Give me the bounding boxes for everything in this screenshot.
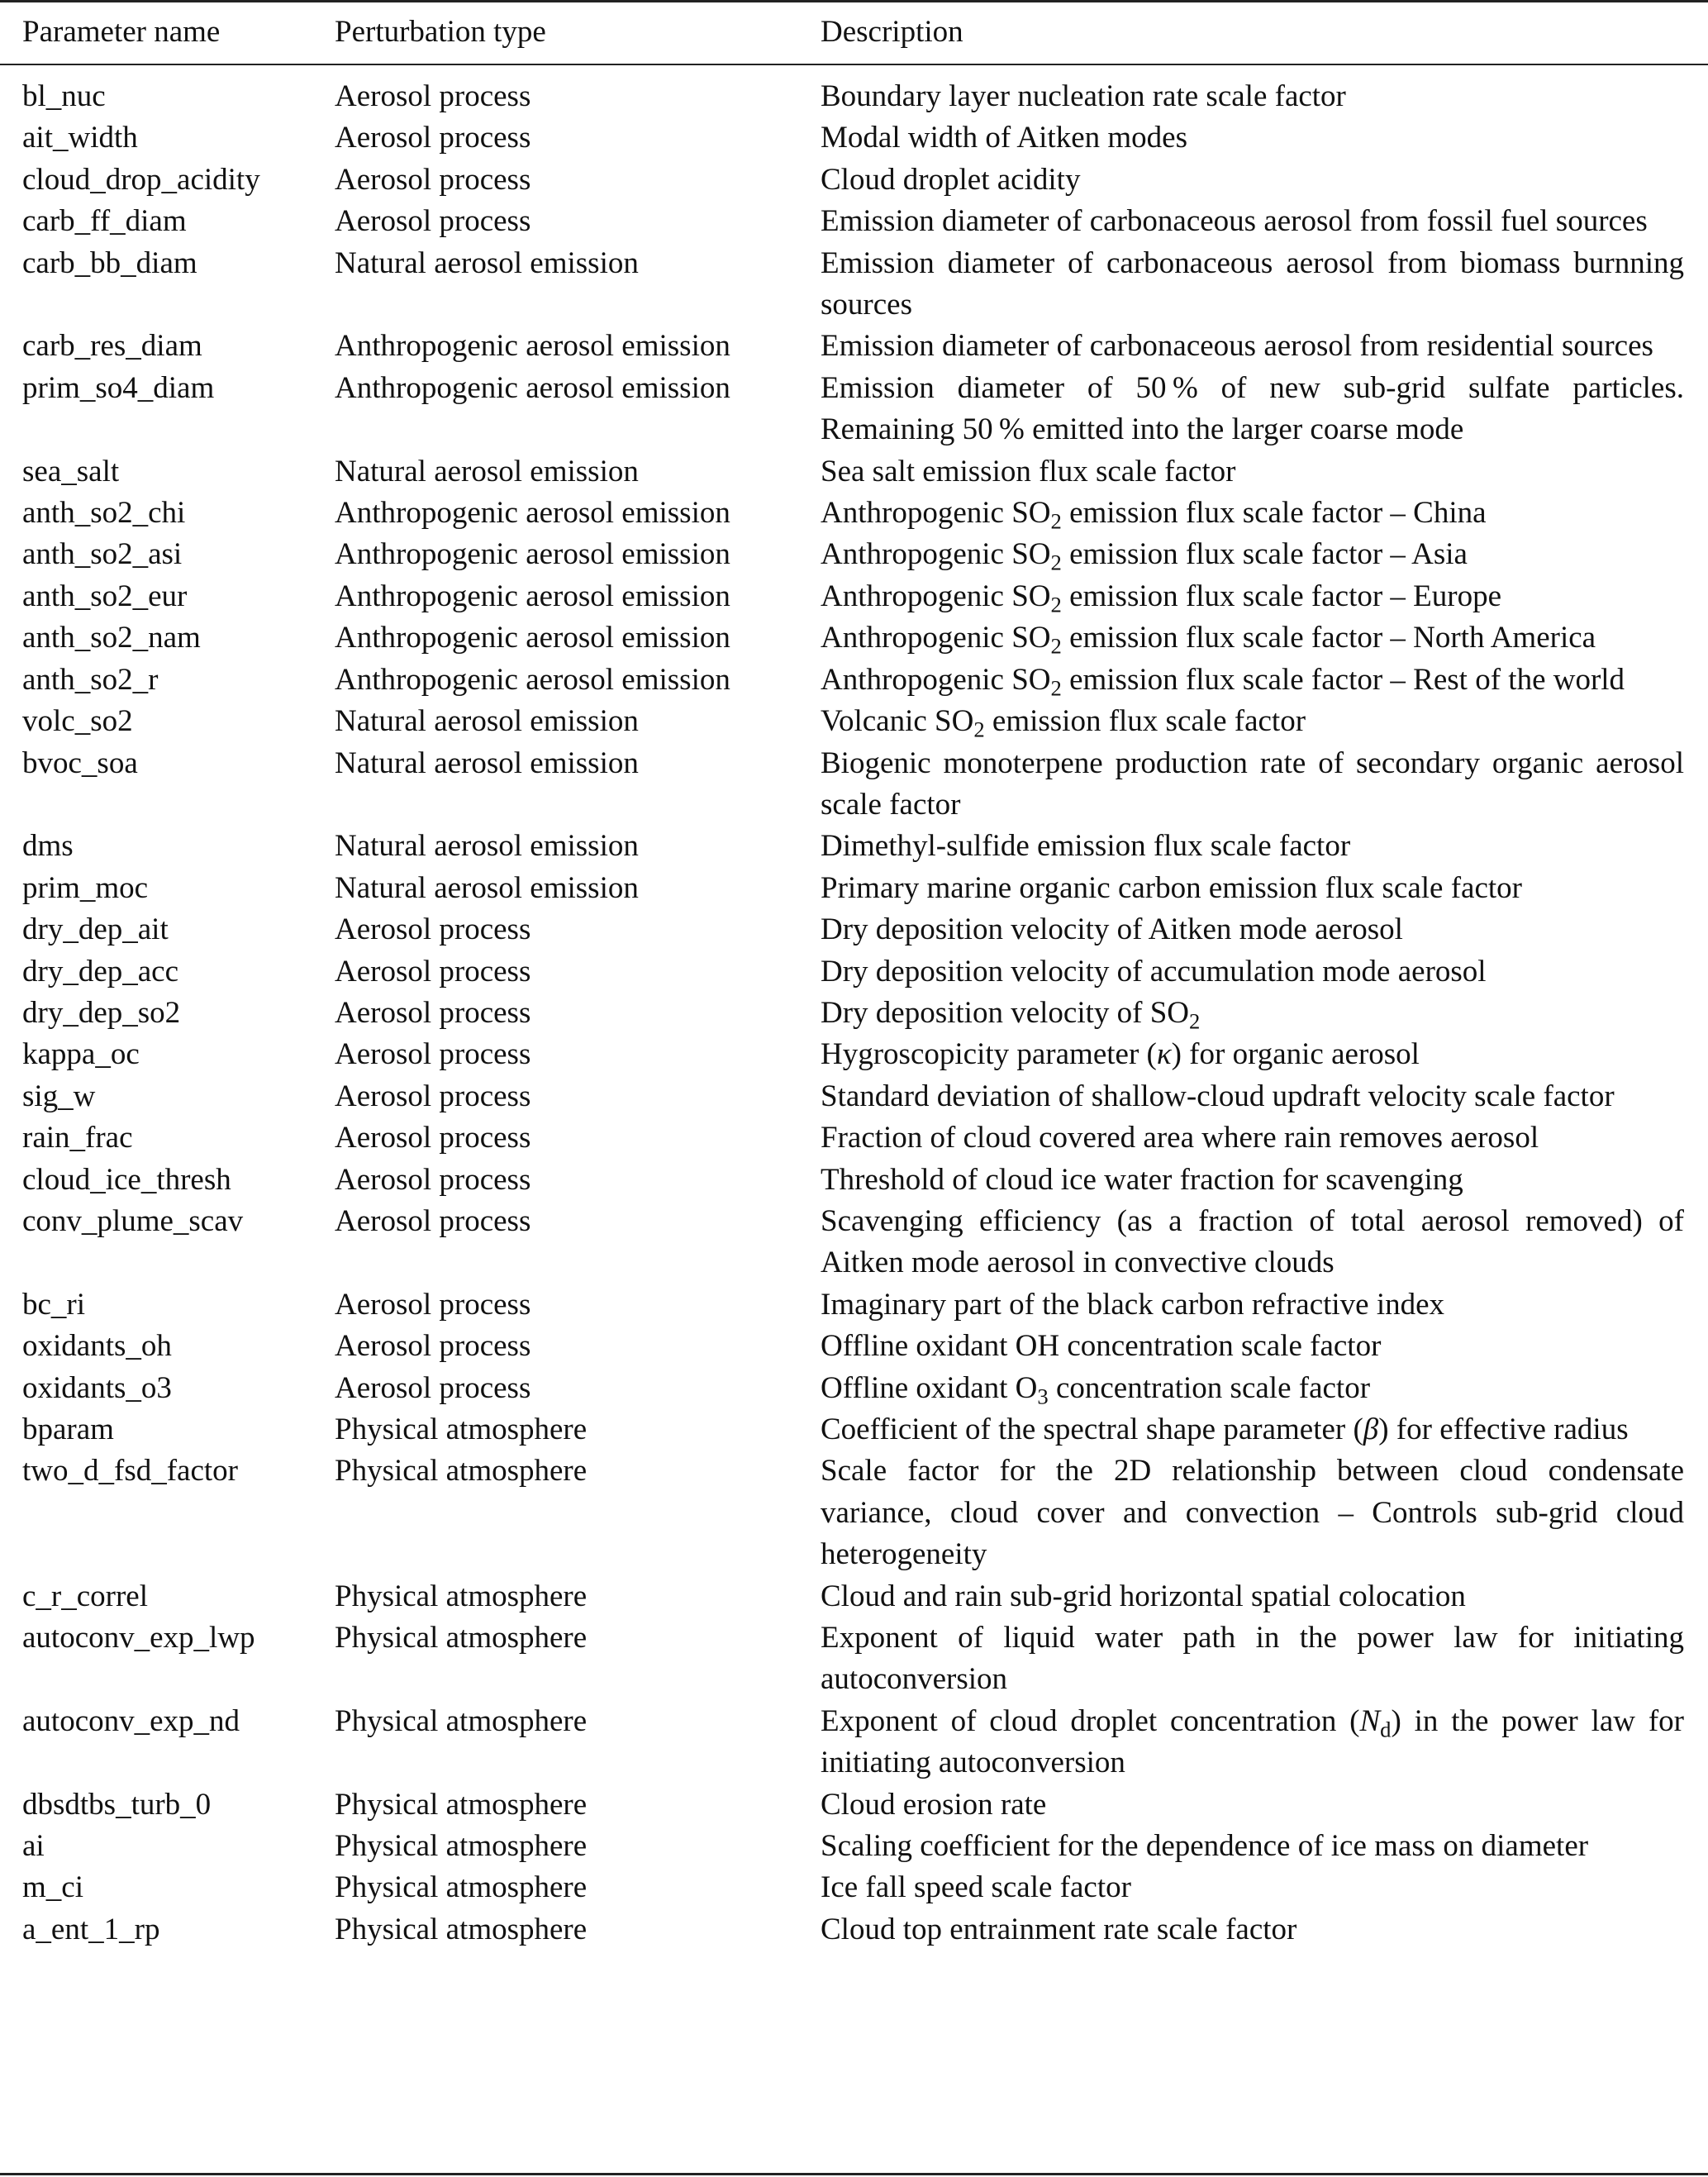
cell-perturbation-type: Aerosol process [335, 1287, 531, 1322]
cell-parameter-name: anth_so2_r [22, 662, 159, 697]
cell-parameter-name: rain_frac [22, 1121, 133, 1155]
cell-perturbation-type: Anthropogenic aerosol emission [335, 662, 730, 697]
cell-description: Standard deviation of shallow-cloud updraft velocity scale factor [821, 1079, 1615, 1113]
cell-parameter-name: conv_plume_scav [22, 1203, 244, 1238]
cell-description: Dry deposition velocity of Aitken mode aerosol [821, 912, 1403, 947]
cell-parameter-name: sig_w [22, 1079, 96, 1113]
cell-description: Cloud top entrainment rate scale factor [821, 1912, 1297, 1946]
table-row [0, 451, 1708, 493]
cell-description: Cloud erosion rate [821, 1787, 1047, 1822]
table-row [0, 951, 1708, 993]
cell-perturbation-type: Aerosol process [335, 1370, 531, 1405]
cell-perturbation-type: Physical atmosphere [335, 1912, 588, 1946]
cell-description: Scaling coefficient for the dependence of ice mass on diameter [821, 1829, 1589, 1864]
header-description: Description [821, 15, 963, 49]
table-row [0, 1701, 1708, 1784]
table-row [0, 743, 1708, 826]
cell-perturbation-type: Anthropogenic aerosol emission [335, 329, 730, 364]
table-row [0, 493, 1708, 534]
table-row [0, 868, 1708, 909]
cell-perturbation-type: Aerosol process [335, 162, 531, 197]
cell-perturbation-type: Aerosol process [335, 1203, 531, 1238]
cell-perturbation-type: Aerosol process [335, 1079, 531, 1113]
cell-parameter-name: prim_so4_diam [22, 370, 215, 405]
table-body [0, 76, 1708, 1951]
cell-perturbation-type: Aerosol process [335, 912, 531, 947]
cell-perturbation-type: Physical atmosphere [335, 1454, 588, 1489]
cell-parameter-name: c_r_correl [22, 1579, 149, 1613]
cell-description: Primary marine organic carbon emission flux scale factor [821, 870, 1522, 905]
table-row [0, 1451, 1708, 1575]
cell-description: Emission diameter of carbonaceous aerosol from residential sources [821, 329, 1653, 364]
cell-description: Scavenging efficiency (as a fraction of total aerosol removed) of Aitken mode aerosol in convective clouds [821, 1203, 1684, 1280]
cell-perturbation-type: Anthropogenic aerosol emission [335, 496, 730, 531]
cell-parameter-name: dms [22, 829, 74, 864]
table-row [0, 909, 1708, 950]
cell-description: Scale factor for the 2D relationship between cloud condensate variance, cloud cover and convection – Controls sub-grid cloud heterogeneity [821, 1454, 1684, 1572]
cell-description: Cloud and rain sub-grid horizontal spatial colocation [821, 1579, 1466, 1613]
cell-description: Emission diameter of 50 % of new sub-grid sulfate particles. Remaining 50 % emitted into the larger coarse mode [821, 370, 1684, 447]
cell-description: Anthropogenic $SO_2$ emission flux scale factor – Europe [821, 579, 1502, 617]
cell-parameter-name: volc_so2 [22, 704, 133, 739]
cell-description: Anthropogenic $SO_2$ emission flux scale factor – North America [821, 621, 1596, 659]
table-row [0, 660, 1708, 701]
table-row [0, 1201, 1708, 1284]
cell-parameter-name: bparam [22, 1412, 114, 1446]
cell-parameter-name: oxidants_o3 [22, 1370, 172, 1405]
cell-perturbation-type: Natural aerosol emission [335, 746, 639, 780]
cell-description: Anthropogenic $SO_2$ emission flux scale factor – Asia [821, 537, 1468, 575]
cell-perturbation-type: Aerosol process [335, 995, 531, 1030]
cell-description: Offline oxidant OH concentration scale factor [821, 1329, 1382, 1364]
cell-perturbation-type: Physical atmosphere [335, 1412, 588, 1446]
cell-parameter-name: anth_so2_chi [22, 496, 186, 531]
cell-parameter-name: prim_moc [22, 870, 149, 905]
cell-description: Hygroscopicity parameter (κ) for organic aerosol [821, 1037, 1420, 1072]
cell-perturbation-type: Natural aerosol emission [335, 454, 639, 488]
cell-perturbation-type: Anthropogenic aerosol emission [335, 370, 730, 405]
cell-parameter-name: anth_so2_nam [22, 621, 201, 655]
cell-perturbation-type: Aerosol process [335, 79, 531, 113]
table-row [0, 701, 1708, 742]
table-row [0, 243, 1708, 326]
cell-description: Volcanic $SO_2$ emission flux scale factor [821, 704, 1306, 742]
cell-perturbation-type: Physical atmosphere [335, 1829, 588, 1864]
cell-description: Dry deposition velocity of accumulation mode aerosol [821, 954, 1487, 988]
cell-perturbation-type: Anthropogenic aerosol emission [335, 579, 730, 613]
cell-parameter-name: carb_res_diam [22, 329, 202, 364]
table-row [0, 826, 1708, 867]
cell-parameter-name: autoconv_exp_lwp [22, 1621, 255, 1655]
table-row [0, 1368, 1708, 1409]
cell-description: Threshold of cloud ice water fraction for scavenging [821, 1162, 1463, 1197]
cell-parameter-name: bvoc_soa [22, 746, 138, 780]
table-row [0, 326, 1708, 367]
table-row [0, 1826, 1708, 1867]
cell-parameter-name: dbsdtbs_turb_0 [22, 1787, 212, 1822]
cell-perturbation-type: Aerosol process [335, 954, 531, 988]
cell-parameter-name: anth_so2_asi [22, 537, 183, 572]
cell-perturbation-type: Natural aerosol emission [335, 245, 639, 280]
table-row [0, 1326, 1708, 1367]
cell-perturbation-type: Aerosol process [335, 204, 531, 239]
cell-description: Coefficient of the spectral shape parameter (β) for effective radius [821, 1412, 1629, 1446]
table-row [0, 617, 1708, 659]
table-row [0, 1034, 1708, 1075]
cell-description: Emission diameter of carbonaceous aerosol from biomass burnning sources [821, 245, 1684, 322]
cell-perturbation-type: Aerosol process [335, 1121, 531, 1155]
cell-parameter-name: sea_salt [22, 454, 120, 488]
table-row [0, 993, 1708, 1034]
cell-parameter-name: dry_dep_so2 [22, 995, 181, 1030]
cell-perturbation-type: Aerosol process [335, 1329, 531, 1364]
header-parameter-name: Parameter name [22, 15, 221, 49]
table-bottom-rule [0, 2173, 1708, 2175]
cell-description: Modal width of Aitken modes [821, 121, 1187, 155]
cell-parameter-name: bl_nuc [22, 79, 106, 113]
table-row [0, 1409, 1708, 1451]
table-row [0, 201, 1708, 242]
cell-parameter-name: ai [22, 1829, 45, 1864]
cell-description: Ice fall speed scale factor [821, 1870, 1131, 1905]
cell-description: Emission diameter of carbonaceous aerosol from fossil fuel sources [821, 204, 1648, 239]
cell-parameter-name: cloud_drop_acidity [22, 162, 260, 197]
table-row [0, 1784, 1708, 1826]
table-row [0, 160, 1708, 201]
cell-description: Anthropogenic $SO_2$ emission flux scale factor – Rest of the world [821, 662, 1625, 701]
table-row [0, 1617, 1708, 1701]
cell-perturbation-type: Physical atmosphere [335, 1870, 588, 1905]
cell-perturbation-type: Physical atmosphere [335, 1787, 588, 1822]
cell-parameter-name: dry_dep_acc [22, 954, 179, 988]
cell-parameter-name: cloud_ice_thresh [22, 1162, 231, 1197]
cell-perturbation-type: Natural aerosol emission [335, 829, 639, 864]
table-row [0, 76, 1708, 117]
header-perturbation-type: Perturbation type [335, 15, 546, 49]
cell-parameter-name: dry_dep_ait [22, 912, 169, 947]
table-row [0, 534, 1708, 575]
cell-parameter-name: carb_bb_diam [22, 245, 197, 280]
cell-description: Anthropogenic $SO_2$ emission flux scale factor – China [821, 496, 1487, 534]
cell-perturbation-type: Aerosol process [335, 1162, 531, 1197]
cell-parameter-name: m_ci [22, 1870, 83, 1905]
table-row [0, 1909, 1708, 1951]
table-header-row [0, 12, 1708, 53]
table-row [0, 1160, 1708, 1201]
cell-perturbation-type: Anthropogenic aerosol emission [335, 537, 730, 572]
table-row [0, 1076, 1708, 1117]
cell-description: Exponent of liquid water path in the power law for initiating autoconversion [821, 1621, 1684, 1697]
cell-parameter-name: carb_ff_diam [22, 204, 187, 239]
table-row [0, 1117, 1708, 1159]
cell-parameter-name: bc_ri [22, 1287, 86, 1322]
cell-description: Exponent of cloud droplet concentration $(N_d)$ in the power law for initiating autoconversion [821, 1703, 1684, 1780]
cell-perturbation-type: Physical atmosphere [335, 1703, 588, 1738]
cell-description: Sea salt emission flux scale factor [821, 454, 1236, 488]
cell-description: Dry deposition velocity of $SO_2$ [821, 995, 1201, 1034]
cell-parameter-name: autoconv_exp_nd [22, 1703, 240, 1738]
table-header-rule [0, 64, 1708, 65]
table-row [0, 1284, 1708, 1326]
cell-perturbation-type: Aerosol process [335, 121, 531, 155]
table-row [0, 368, 1708, 451]
cell-perturbation-type: Anthropogenic aerosol emission [335, 621, 730, 655]
cell-parameter-name: two_d_fsd_factor [22, 1454, 238, 1489]
cell-description: Boundary layer nucleation rate scale factor [821, 79, 1346, 113]
table-row [0, 117, 1708, 159]
cell-description: Imaginary part of the black carbon refractive index [821, 1287, 1445, 1322]
table-row [0, 1867, 1708, 1908]
cell-parameter-name: kappa_oc [22, 1037, 140, 1072]
cell-description: Offline oxidant $O_3$ concentration scale factor [821, 1370, 1371, 1409]
cell-parameter-name: anth_so2_eur [22, 579, 188, 613]
cell-perturbation-type: Physical atmosphere [335, 1621, 588, 1655]
cell-parameter-name: oxidants_oh [22, 1329, 172, 1364]
table-row [0, 1576, 1708, 1617]
cell-parameter-name: ait_width [22, 121, 138, 155]
cell-parameter-name: a_ent_1_rp [22, 1912, 160, 1946]
cell-perturbation-type: Natural aerosol emission [335, 704, 639, 739]
table-top-rule [0, 0, 1708, 2]
cell-description: Dimethyl-sulfide emission flux scale factor [821, 829, 1351, 864]
cell-perturbation-type: Aerosol process [335, 1037, 531, 1072]
cell-description: Biogenic monoterpene production rate of secondary organic aerosol scale factor [821, 746, 1684, 822]
table-row [0, 576, 1708, 617]
cell-description: Fraction of cloud covered area where rain removes aerosol [821, 1121, 1539, 1155]
cell-perturbation-type: Natural aerosol emission [335, 870, 639, 905]
cell-perturbation-type: Physical atmosphere [335, 1579, 588, 1613]
cell-description: Cloud droplet acidity [821, 162, 1081, 197]
